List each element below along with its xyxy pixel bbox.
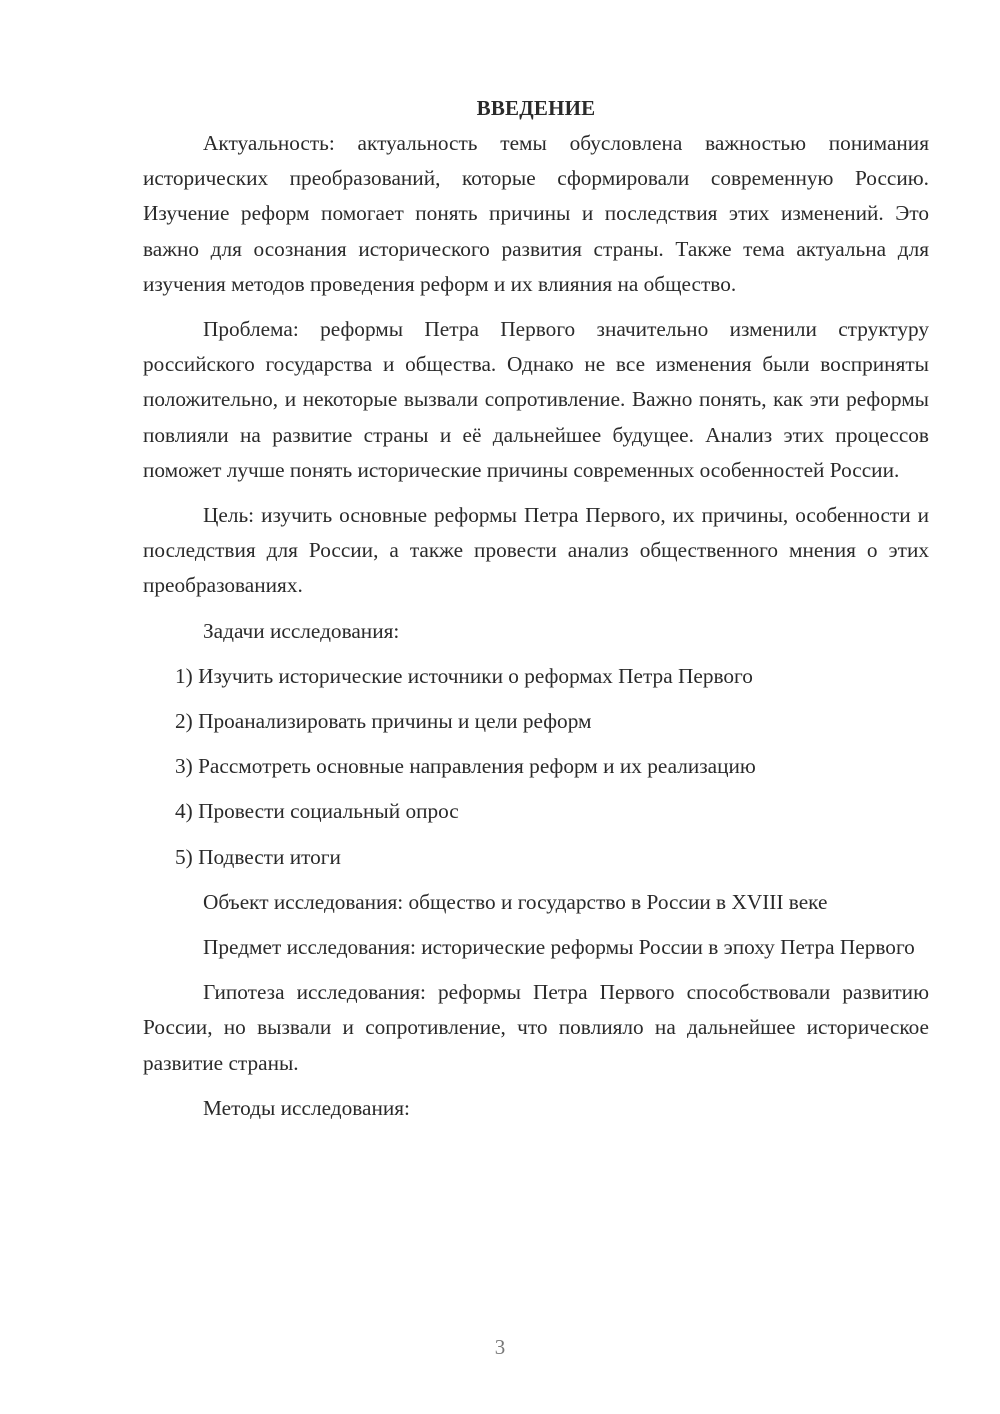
tasks-list [143,659,929,875]
page-number: 3 [494,1335,506,1359]
section-heading: ВВЕДЕНИЕ [476,96,596,120]
object-paragraph: Объект исследования: общество и государство в России в XVIII веке [203,889,828,914]
list-item: 5) Подвести итоги [175,844,341,869]
subject-paragraph: Предмет исследования: исторические реформы России в эпоху Петра Первого [203,935,915,960]
hypothesis-paragraph: Гипотеза исследования: реформы Петра Первого способствовали развитию России, но вызвали и сопротивление, что повлияло на дальнейшее историческое развитие страны. [143,980,929,1075]
tasks-heading: Задачи исследования: [203,618,400,643]
list-item: 4) Провести социальный опрос [175,799,459,824]
page-content [143,91,929,1136]
list-item: 2) Проанализировать причины и цели реформ [175,709,592,734]
list-item: 1) Изучить исторические источники о реформах Петра Первого [175,663,753,688]
problem-paragraph: Проблема: реформы Петра Первого значительно изменили структуру российского государства и общества. Однако не все изменения были восприняты положительно, и некоторые вызвали сопротивление. Важно понять, как эти реформы повлияли на развитие страны и её дальнейшее будущее. Анализ этих процессов поможет лучше понять исторические причины современных особенностей России. [143,317,929,482]
methods-heading: Методы исследования: [203,1095,410,1120]
relevance-paragraph: Актуальность: актуальность темы обусловлена важностью понимания исторических преобразований, которые сформировали современную Россию. Изучение реформ помогает понять причины и последствия этих изменений. Это важно для осознания исторического развития страны. Также тема актуальна для изучения методов проведения реформ и их влияния на общество. [143,131,929,296]
list-item: 3) Рассмотреть основные направления реформ и их реализацию [175,754,756,779]
goal-paragraph: Цель: изучить основные реформы Петра Первого, их причины, особенности и последствия для России, а также провести анализ общественного мнения о этих преобразованиях. [143,503,929,598]
